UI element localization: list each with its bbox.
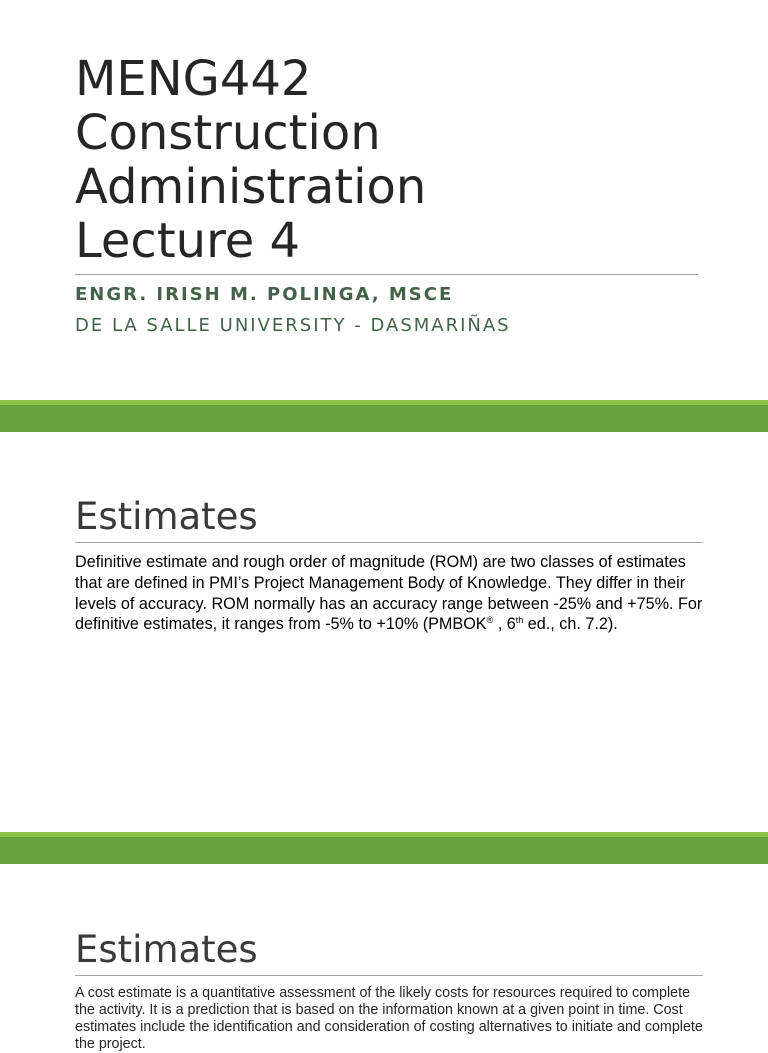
heading-divider [75, 975, 703, 976]
body-text-part: , 6 [493, 615, 516, 634]
title-line: Lecture 4 [75, 213, 301, 269]
estimates-slide [0, 432, 768, 832]
title-slide [0, 0, 768, 400]
body-text-part: Definitive estimate and rough order of magnitude (ROM) are two classes of estimates that are defined in PMI’s Project Management Body of Knowledge. They differ in their levels of accuracy. ROM normally has an accuracy range between -25% and +75%. For definitive estimates, it ranges from -5% to +10% (PMBOK [75, 553, 703, 634]
ordinal-suffix: th [515, 615, 524, 626]
title-divider [75, 274, 698, 275]
title-line: MENG442 [75, 51, 312, 107]
registered-mark: ® [486, 615, 494, 626]
slide-heading: Estimates [75, 495, 258, 538]
slide-title [75, 52, 715, 268]
body-text-part: ed., ch. 7.2). [523, 615, 618, 634]
title-line: Administration [75, 159, 427, 215]
slide-body-text: A cost estimate is a quantitative assessment of the likely costs for resources required to complete the activity. It is a prediction that is based on the information known at a given point in time. Cost estimates include the identification and consideration of costing alternatives to initiate and complete the project. [75, 985, 703, 1052]
heading-divider [75, 542, 703, 543]
institution-name: DE LA SALLE UNIVERSITY - DASMARIÑAS [75, 315, 511, 336]
title-line: Construction [75, 105, 381, 161]
author-name: ENGR. IRISH M. POLINGA, MSCE [75, 284, 454, 305]
slide-separator [0, 832, 768, 864]
slide-body-text [75, 552, 703, 635]
slide-separator [0, 400, 768, 432]
slide-heading: Estimates [75, 928, 258, 971]
estimates-slide-2 [0, 864, 768, 1052]
